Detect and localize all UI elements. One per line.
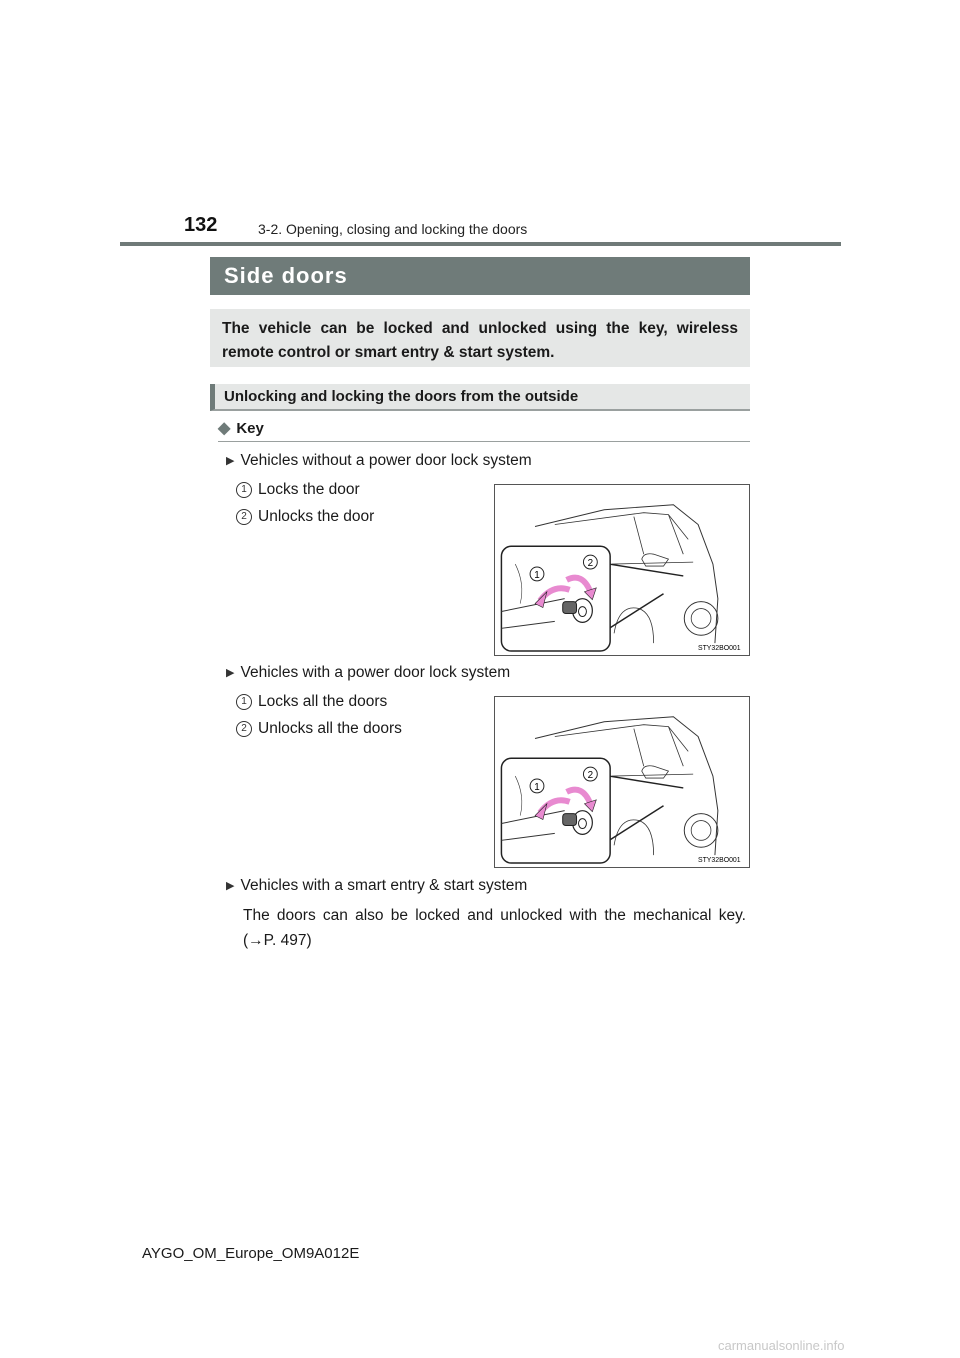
case-label-text: Vehicles with a power door lock system <box>240 664 511 681</box>
step-number: 1 <box>236 694 252 710</box>
topic-rule <box>218 441 750 442</box>
subsection-heading: Unlocking and locking the doors from the outside <box>210 384 750 411</box>
step-text: Unlocks the door <box>258 508 375 525</box>
chapter-title: 3-2. Opening, closing and locking the doors <box>258 221 528 237</box>
callout-2: 2 <box>587 770 594 782</box>
step-number: 2 <box>236 509 252 525</box>
car-door-key-drawing <box>495 697 749 867</box>
case-label <box>226 664 510 682</box>
step-number: 1 <box>236 482 252 498</box>
triangle-bullet-icon: ▶ <box>226 880 235 892</box>
intro-text: The vehicle can be locked and unlocked using the key, wireless remote control or smart entry & start system. <box>222 320 738 361</box>
topic-label: Key <box>236 420 264 437</box>
callout-1: 1 <box>534 569 540 581</box>
section-title: Side doors <box>210 257 750 295</box>
callout-2: 2 <box>587 558 594 570</box>
triangle-bullet-icon: ▶ <box>226 455 235 467</box>
document-id: AYGO_OM_Europe_OM9A012E <box>142 1245 360 1262</box>
step-text: Unlocks all the doors <box>258 720 402 737</box>
step-text: Locks all the doors <box>258 693 388 710</box>
case-label-text: Vehicles without a power door lock system <box>240 452 532 469</box>
callout-1: 1 <box>534 781 540 793</box>
topic-heading <box>218 418 264 438</box>
step-number: 2 <box>236 721 252 737</box>
step-item <box>236 693 387 711</box>
intro-box <box>210 309 750 367</box>
watermark: carmanualsonline.info <box>718 1338 845 1353</box>
page-number: 132 <box>184 214 218 236</box>
case-label <box>226 877 527 895</box>
step-item <box>236 720 402 738</box>
case-label-text: Vehicles with a smart entry & start system <box>240 877 528 894</box>
smart-entry-note: The doors can also be locked and unlocked with the mechanical key. (→P. 497) <box>243 907 746 949</box>
case-label <box>226 452 532 470</box>
figure-code: STY32BO001 <box>697 645 741 653</box>
step-item <box>236 481 360 499</box>
step-item <box>236 508 374 526</box>
figure-code: STY32BO001 <box>697 857 741 865</box>
key-lock-illustration <box>494 696 750 868</box>
step-text: Locks the door <box>258 481 360 498</box>
triangle-bullet-icon: ▶ <box>226 667 235 679</box>
car-door-key-drawing <box>495 485 749 655</box>
header-rule <box>120 242 841 246</box>
diamond-icon: ◆ <box>218 420 231 437</box>
key-lock-illustration <box>494 484 750 656</box>
